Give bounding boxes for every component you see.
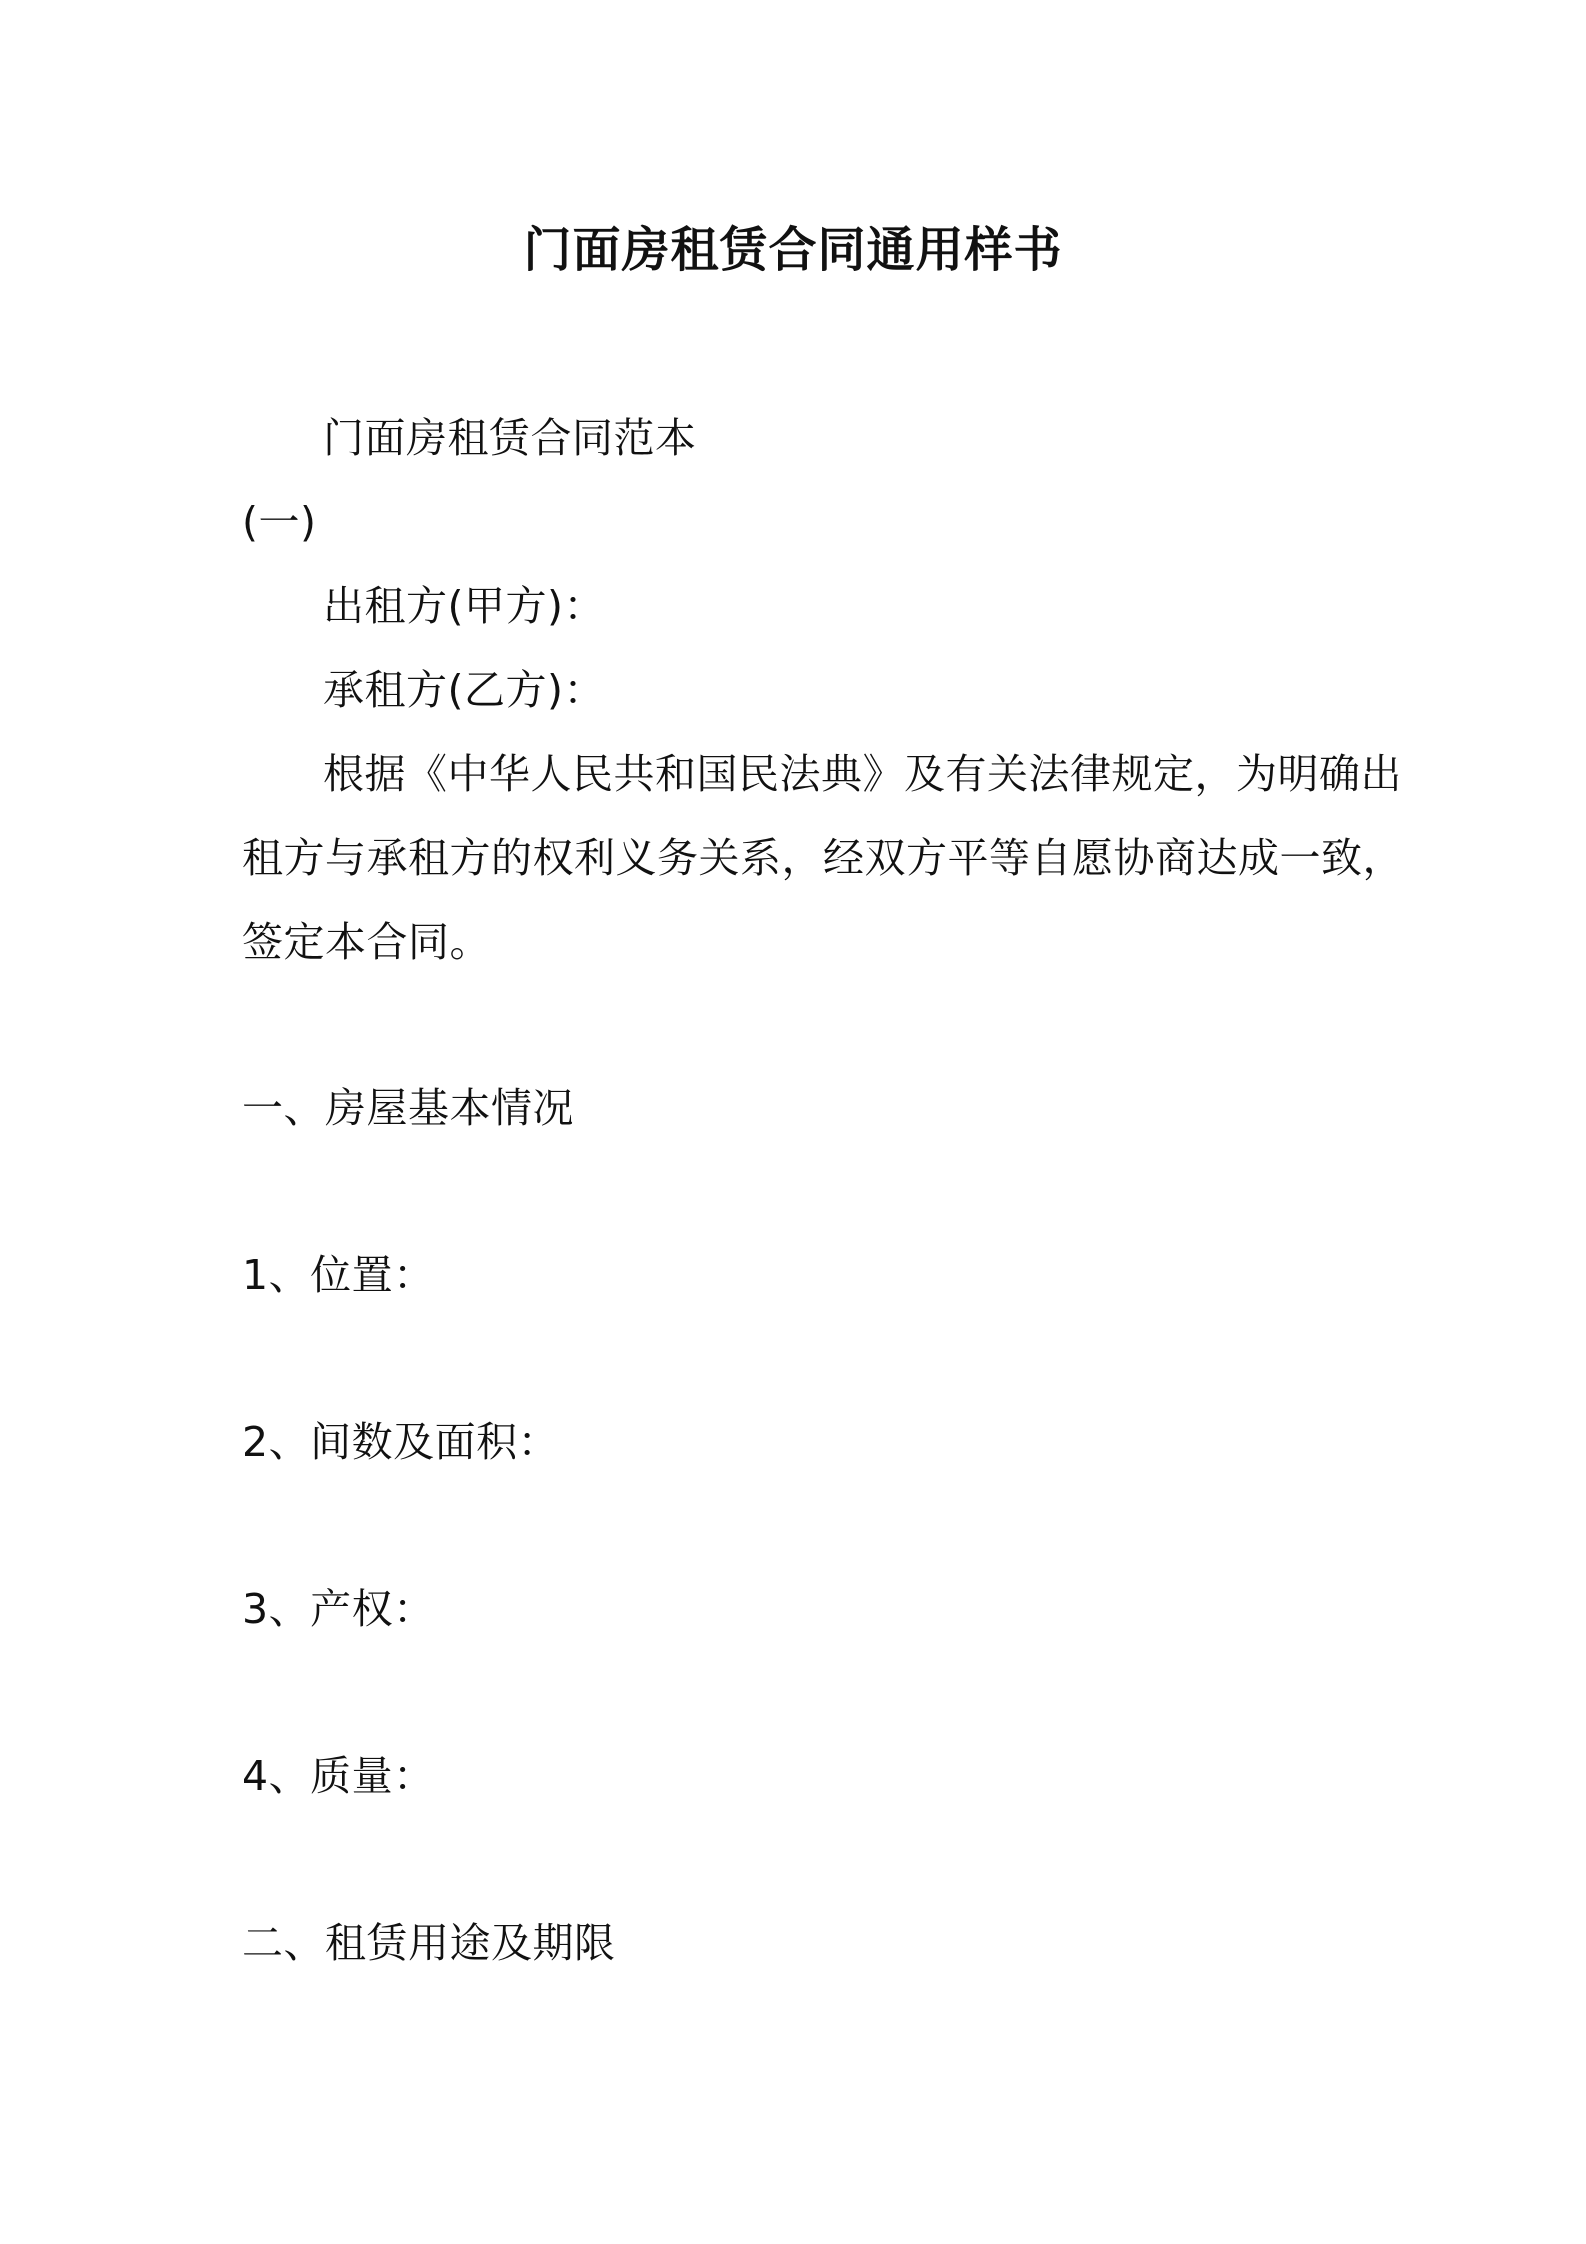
section-1-item-quality: 4、质量： [242,1752,435,1800]
section-1-item-location: 1、位置： [242,1251,435,1299]
document-subtitle: 门面房租赁合同范本 [323,414,697,462]
preamble-line-2: 租方与承租方的权利义务关系，经双方平等自愿协商达成一致， [242,834,1404,882]
section-2-heading: 二、租赁用途及期限 [242,1919,616,1967]
section-1-heading: 一、房屋基本情况 [242,1084,574,1132]
preamble-line-1: 根据《中华人民共和国民法典》及有关法律规定，为明确出 [323,750,1402,798]
section-1-item-ownership: 3、产权： [242,1585,435,1633]
lessor-line: 出租方(甲方)： [323,582,605,630]
section-marker: (一) [242,498,317,546]
lessee-line: 承租方(乙方)： [323,666,605,714]
preamble-line-3: 签定本合同。 [242,918,491,966]
document-title: 门面房租赁合同通用样书 [523,222,1063,278]
section-1-item-area: 2、间数及面积： [242,1418,560,1466]
